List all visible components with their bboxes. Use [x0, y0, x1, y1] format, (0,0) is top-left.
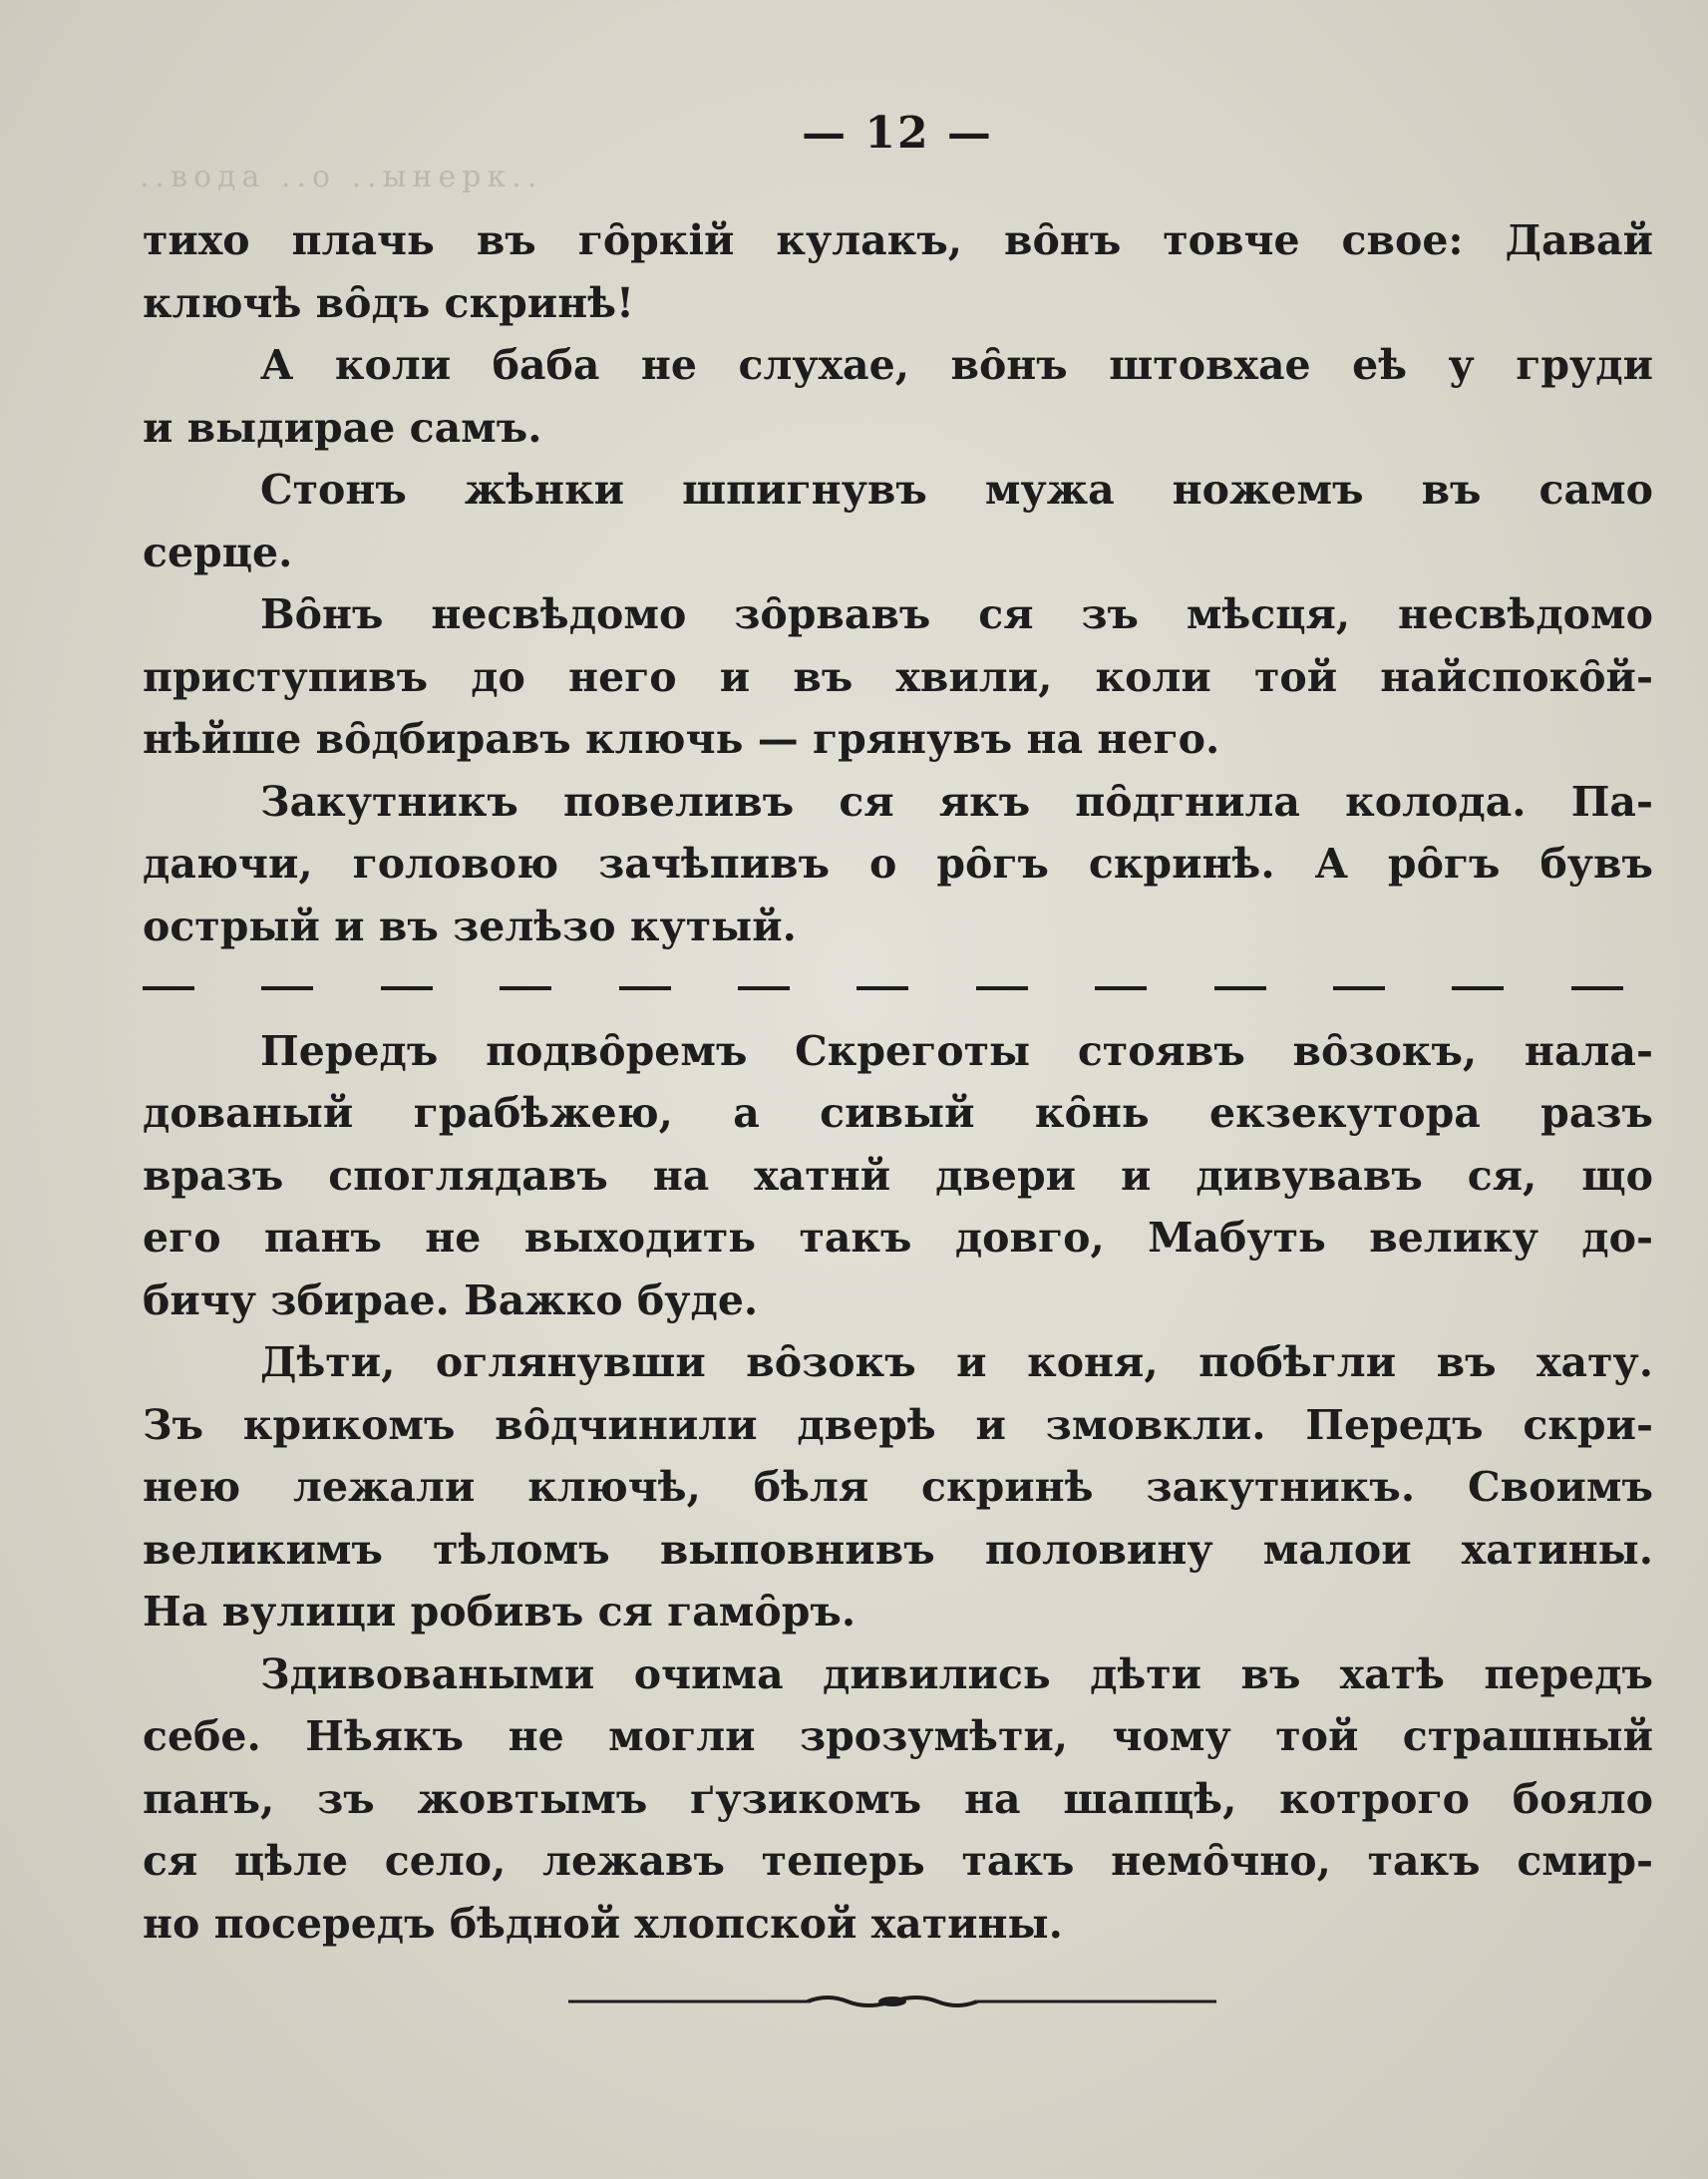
separator-dash	[738, 986, 790, 990]
text-line: острый и въ зелѣзо кутый.	[143, 902, 797, 950]
text-line: себе. Нѣякъ не могли зрозумѣти, чому той страшный	[143, 1712, 1653, 1760]
text-line: приступивъ до него и въ хвили, коли той найспокȏй-	[143, 652, 1653, 701]
section-separator	[143, 957, 1653, 1020]
separator-dash	[619, 986, 671, 990]
text-line: Передъ подвȏремъ Скреготы стоявъ вȏзокъ, нала-	[260, 1026, 1653, 1075]
text-line: Здивоваными очима дивились дѣти въ хатѣ передъ	[260, 1649, 1653, 1698]
separator-dash	[500, 986, 551, 990]
separator-dash	[1333, 986, 1385, 990]
text-line: дованый грабѣжею, а сивый кȏнь екзекутора разъ	[143, 1089, 1653, 1137]
text-line: Дѣти, оглянувши вȏзокъ и коня, побѣгли въ хату.	[260, 1338, 1653, 1386]
text-line: нею лежали ключѣ, бѣля скринѣ закутникъ. Своимъ	[143, 1463, 1653, 1511]
text-line: Зъ крикомъ вȏдчинили дверѣ и змовкли. Передъ скри-	[143, 1400, 1653, 1449]
text-line: Вȏнъ несвѣдомо зȏрвавъ ся зъ мѣсця, несвѣдомо	[260, 590, 1653, 638]
bleed-through-text: ..вода ..о ..ынерк..	[140, 160, 543, 194]
text-line: нѣйше вȏдбиравъ ключь — грянувъ на него.	[143, 715, 1220, 763]
text-section-1	[143, 209, 1653, 957]
text-line: А коли баба не слухае, вȏнъ штовхае еѣ у груди	[260, 341, 1653, 389]
separator-dash	[143, 986, 194, 990]
separator-dash	[261, 986, 313, 990]
text-line: Стонъ жѣнки шпигнувъ мужа ножемъ въ само	[260, 466, 1653, 514]
separator-dash	[381, 986, 433, 990]
text-line: и выдирае самъ.	[143, 403, 542, 452]
page-number: — 12 —	[802, 108, 993, 159]
text-line: панъ, зъ жовтымъ ґузикомъ на шапцѣ, котрого бояло	[143, 1774, 1653, 1823]
text-line: ся цѣле село, лежавъ теперь такъ немȏчно, такъ смир-	[143, 1837, 1653, 1885]
separator-dash	[1452, 986, 1504, 990]
text-line: даючи, головою зачѣпивъ о рȏгъ скринѣ. А рȏгъ бувъ	[143, 840, 1653, 888]
text-line: но посередъ бѣдной хлопской хатины.	[143, 1899, 1063, 1948]
text-line: вразъ споглядавъ на хатнй двери и дивувавъ ся, що	[143, 1151, 1653, 1200]
text-line: На вулици робивъ ся гамȏръ.	[143, 1588, 856, 1635]
text-line: бичу збирае. Важко буде.	[143, 1275, 759, 1324]
text-line: тихо плачь въ гȏркiй кулакъ, вȏнъ товче свое: Давай	[143, 216, 1653, 264]
text-line: его панъ не выходить такъ довго, Мабуть велику до-	[143, 1214, 1653, 1262]
separator-dash	[1214, 986, 1266, 990]
separator-dash	[1095, 986, 1147, 990]
text-line: великимъ тѣломъ выповнивъ половину малои хатины.	[143, 1525, 1653, 1574]
text-line: ключѣ вȏдъ скринѣ!	[143, 278, 635, 327]
text-section-2	[143, 1020, 1653, 1956]
separator-dash	[856, 986, 908, 990]
text-line: серце.	[143, 528, 293, 576]
separator-dash	[976, 986, 1028, 990]
closing-ornament	[568, 1987, 1216, 2016]
separator-dash	[1571, 986, 1623, 990]
body-text	[143, 209, 1653, 1955]
text-line: Закутникъ повеливъ ся якъ пȏдгнила колода. Па-	[260, 777, 1653, 826]
